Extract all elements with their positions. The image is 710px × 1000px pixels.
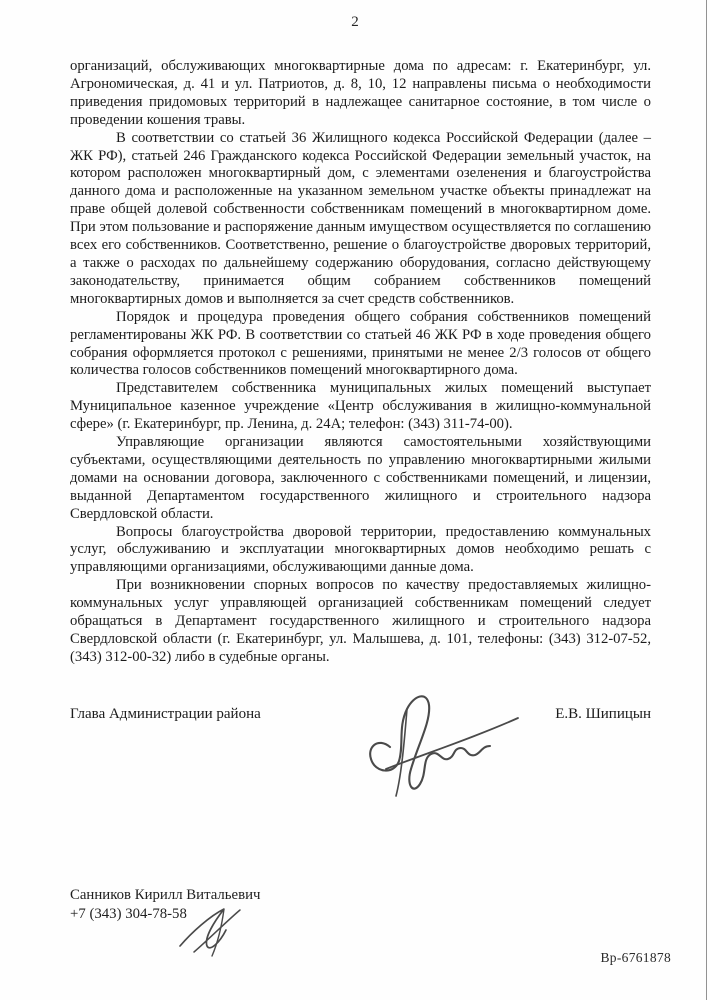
- signer-title: Глава Администрации района: [70, 706, 261, 722]
- signer-name: Е.В. Шипицын: [555, 706, 651, 722]
- executor-phone: +7 (343) 304-78-58: [70, 905, 187, 922]
- signature-row: [70, 706, 651, 723]
- paragraph: При возникновении спорных вопросов по качеству предоставляемых жилищно-коммунальных услуг управляющей организацией собственникам помещений следует обращаться в Департамент государственного жилищного и строительного надзора Свердловской области (г. Екатеринбург, ул. Малышева, д. 101, телефоны: (343) 312-07-52, (343) 312-00-32) либо в судебные органы.: [70, 577, 651, 665]
- page-number: 2: [351, 14, 359, 30]
- paragraph: В соответствии со статьей 36 Жилищного кодекса Российской Федерации (далее – ЖК РФ), статьей 246 Гражданского кодекса Российской Федерации земельный участок, на котором расположен многоквартирный дом, с элементами озеленения и благоустройства данного дома и расположенные на указанном земельном участке объекты принадлежат на праве общей долевой собственности собственникам помещений в многоквартирном доме. При этом пользование и распоряжение данным имуществом осуществляется по соглашению всех его собственников. Соответственно, решение о благоустройстве дворовых территорий, а также о расходах по дальнейшему содержанию оборудования, согласно действующему законодательству, принимается общим собранием собственников помещений многоквартирных домов и выполняется за счет средств собственников.: [70, 129, 651, 307]
- handwritten-signature-icon: [366, 683, 534, 798]
- document-code: Вр-6761878: [600, 950, 671, 965]
- paragraph: организаций, обслуживающих многоквартирные дома по адресам: г. Екатеринбург, ул. Агрономическая, д. 41 и ул. Патриотов, д. 8, 10, 12 направлены письма о необходимости приведения придомовых территорий в надлежащее санитарное состояние, в том числе о проведении кошения травы.: [70, 58, 651, 128]
- paragraph: Вопросы благоустройства дворовой территории, предоставлению коммунальных услуг, обслуживанию и эксплуатации многоквартирных домов необходимо решать с управляющими организациями, обслуживающими данные дома.: [70, 523, 651, 576]
- scan-edge-artifact: [706, 0, 708, 1000]
- paragraph: Порядок и процедура проведения общего собрания собственников помещений регламентированы ЖК РФ. В соответствии со статьей 46 ЖК РФ в ходе проведения общего собрания оформляется протокол с решениями, принятыми не менее 2/3 голосов от общего количества голосов собственников помещений многоквартирного дома.: [70, 308, 651, 379]
- paragraph: Представителем собственника муниципальных жилых помещений выступает Муниципальное казенное учреждение «Центр обслуживания в жилищно-коммунальной сфере» (г. Екатеринбург, пр. Ленина, д. 24А; телефон: (343) 311-74-00).: [70, 380, 651, 433]
- executor-name: Санников Кирилл Витальевич: [70, 887, 261, 903]
- handwritten-initials-icon: [176, 906, 246, 958]
- paragraph: Управляющие организации являются самостоятельными хозяйствующими субъектами, осуществляющими деятельность по управлению многоквартирными жилыми домами на основании договора, заключенного с собственниками помещений, и лицензии, выданной Департаментом государственного жилищного и строительного надзора Свердловской области.: [70, 434, 651, 522]
- letter-body: [70, 58, 651, 667]
